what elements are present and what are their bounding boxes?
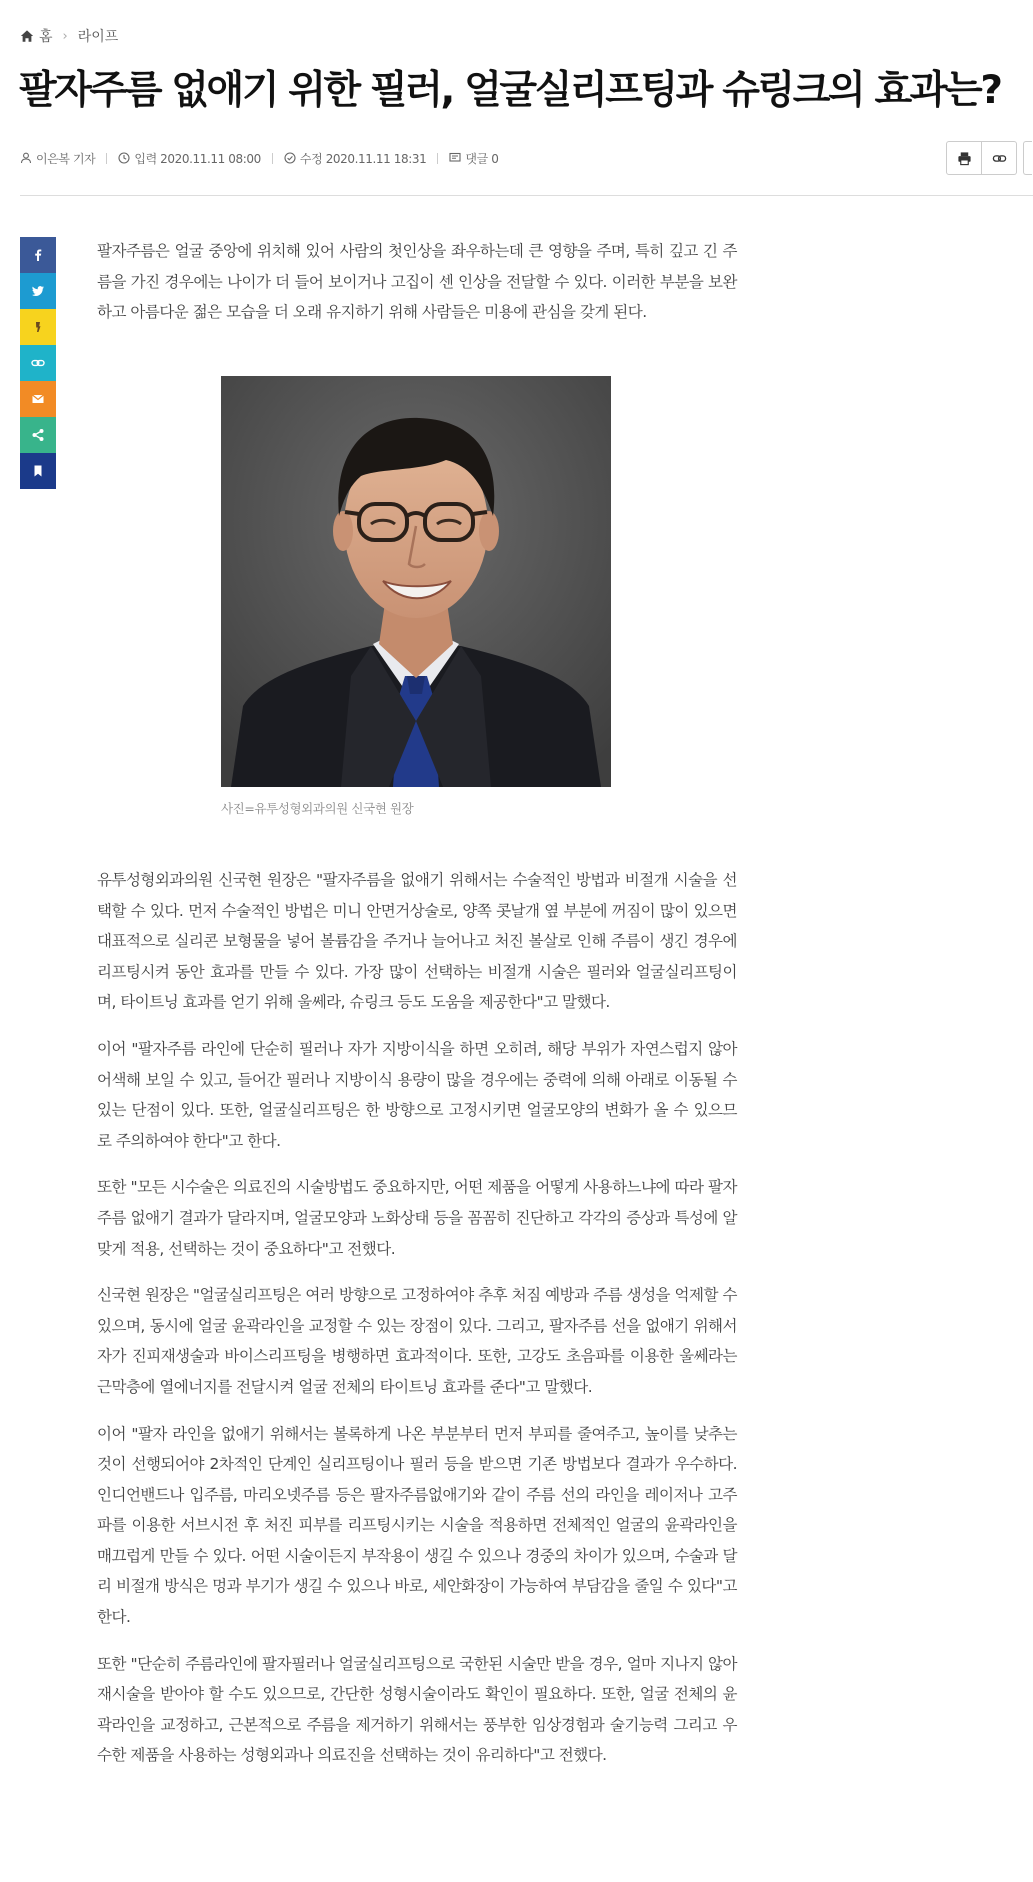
modified-date: 수정 2020.11.11 18:31 [299,151,427,166]
body-paragraph: 이어 "팔자주름 라인에 단순히 필러나 자가 지방이식을 하면 오히려, 해당 부위가 자연스럽지 않아 어색해 보일 수 있고, 들어간 필러나 지방이식 용량이 많을 경우에는 중력에 의해 아래로 이동될 수 있는 단점이 있다. 또한, 얼굴실리프팅은 한 방향으로 고정시키면 얼굴모양의 변화가 올 수 있으므로 주의하여야 한다"고 한다. [97,1039,737,1150]
article-meta [20,148,498,168]
user-icon [20,152,32,164]
share-email-button[interactable] [20,381,56,417]
share-more-button[interactable] [20,417,56,453]
kakaostory-icon [31,320,45,334]
bookmark-icon [31,464,45,478]
body-paragraph: 유투성형외과의원 신국현 원장은 "팔자주름을 없애기 위해서는 수술적인 방법과 비절개 시술을 선택할 수 있다. 먼저 수술적인 방법은 미니 안면거상술로, 양쪽 콧날개 옆 부분에 꺼짐이 많이 있으면 대표적으로 실리콘 보형물을 넣어 볼륨감을 주거나 늘어나고 처진 볼살로 인해 주름이 생긴 경우에 리프팅시켜 동안 효과를 만들 수 있다. 가장 많이 선택하는 비절개 시술은 필러와 얼굴실리프팅이며, 타이트닝 효과를 얻기 위해 울쎄라, 슈링크 등도 도움을 제공한다"고 말했다. [97,871,737,1012]
meta-divider [437,153,438,164]
chevron-right-icon: › [62,28,68,44]
facebook-icon [31,248,45,262]
author-name[interactable]: 이은복 기자 [36,151,96,166]
font-size-button[interactable] [1023,141,1032,175]
comments-info[interactable] [449,150,498,167]
modified-info [284,150,427,167]
link-icon [992,151,1007,166]
breadcrumb-home[interactable]: 홈 [39,29,53,45]
body-paragraph: 또한 "모든 시수술은 의료진의 시술방법도 중요하지만, 어떤 제품을 어떻게 사용하느냐에 따라 팔자주름 없애기 결과가 달라지며, 얼굴모양과 노화상태 등을 꼼꼼히 진단하고 각각의 증상과 특성에 알맞게 적용, 선택하는 것이 중요하다"고 전했다. [97,1178,737,1258]
link-icon [31,356,45,370]
check-circle-icon [284,152,296,164]
share-facebook-button[interactable] [20,237,56,273]
home-icon[interactable] [20,29,34,43]
article-figure [221,376,611,817]
twitter-icon [31,284,45,298]
breadcrumb-section[interactable]: 라이프 [77,29,119,45]
comment-count[interactable]: 댓글 0 [465,151,499,166]
body-paragraph: 또한 "단순히 주름라인에 팔자필러나 얼굴실리프팅으로 국한된 시술만 받을 경우, 얼마 지나지 않아 재시술을 받아야 할 수도 있으므로, 간단한 성형시술이라도 확인이 필요하다. 또한, 얼굴 전체의 윤곽라인을 교정하고, 근본적으로 주름을 제거하기 위해서는 풍부한 임상경험과 술기능력 그리고 우수한 제품을 사용하는 성형외과나 의료진을 선택하는 것이 유리하다"고 전했다. [97,1654,737,1765]
copy-link-button[interactable] [982,141,1017,175]
clock-icon [118,152,130,164]
header-divider [20,195,1033,196]
meta-divider [106,153,107,164]
article-tools [946,141,1032,175]
article-intro [97,236,737,328]
share-icon [31,428,45,442]
bookmark-button[interactable] [20,453,56,489]
photo-caption: 사진=유투성형외과의원 신국현 원장 [221,801,414,816]
body-paragraph: 신국현 원장은 "얼굴실리프팅은 여러 방향으로 고정하여야 추후 처짐 예방과 주름 생성을 억제할 수 있으며, 동시에 얼굴 윤곽라인을 교정할 수 있는 장점이 있다. 그리고, 팔자주름 선을 없애기 위해서 자가 진피재생술과 바이스리프팅을 병행하면 효과적이다. 또한, 고강도 초음파를 이용한 울쎄라는 근막층에 열에너지를 전달시켜 얼굴 전체의 타이트닝 효과를 준다"고 말했다. [97,1286,737,1396]
share-bar [20,237,56,489]
article-body [97,865,737,1771]
comment-icon [449,152,461,164]
article-title: 팔자주름 없애기 위한 필러, 얼굴실리프팅과 슈링크의 효과는? [19,68,1001,113]
published-date: 입력 2020.11.11 08:00 [134,151,261,166]
intro-paragraph: 팔자주름은 얼굴 중앙에 위치해 있어 사람의 첫인상을 좌우하는데 큰 영향을 주며, 특히 깊고 긴 주름을 가진 경우에는 나이가 더 들어 보이거나 고집이 센 인상을 전달할 수 있다. 이러한 부분을 보완하고 아름다운 젊은 모습을 더 오래 유지하기 위해 사람들은 미용에 관심을 갖게 된다. [97,242,737,322]
share-twitter-button[interactable] [20,273,56,309]
body-paragraph: 이어 "팔자 라인을 없애기 위해서는 볼록하게 나온 부분부터 먼저 부피를 줄여주고, 높이를 낮추는 것이 선행되어야 2차적인 단계인 실리프팅이나 필러 등을 받으면 기존 방법보다 결과가 우수하다. 인디언밴드나 입주름, 마리오넷주름 등은 팔자주름없애기와 같이 주름 선의 라인을 레이저나 고주파를 이용한 서브시전 후 처진 피부를 리프팅시키는 시술을 적용하면 전체적인 얼굴의 윤곽라인을 매끄럽게 만들 수 있다. 어떤 시술이든지 부작용이 생길 수 있으나 경중의 차이가 있으며, 수술과 달리 비절개 방식은 멍과 부기가 생길 수 있으나 바로, 세안화장이 가능하여 부담감을 줄일 수 있다"고 한다. [97,1424,737,1627]
author-info [20,150,95,167]
print-button[interactable] [946,141,982,175]
doctor-portrait-image [221,376,611,787]
meta-divider [272,153,273,164]
published-info [118,150,261,167]
breadcrumb [20,26,118,46]
mail-icon [31,392,45,406]
share-copy-link-button[interactable] [20,345,56,381]
share-kakaostory-button[interactable] [20,309,56,345]
print-icon [957,151,972,166]
